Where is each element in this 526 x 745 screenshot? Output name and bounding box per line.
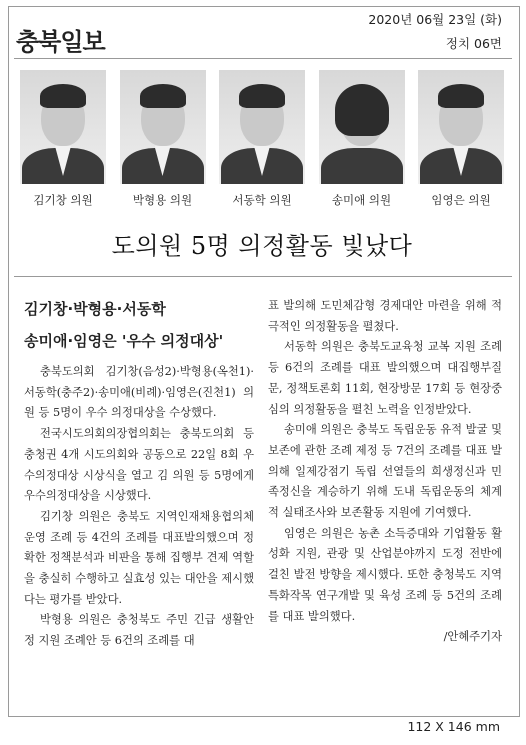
section-label: 정치 06면 xyxy=(445,36,502,51)
person-5 xyxy=(418,70,504,208)
article-paragraph: 김기창 의원은 충북도 지역인재채용협의체 운영 조례 등 4건의 조례를 대표발의했으며 정확한 정책분석과 비판을 통해 집행부 견제 역할을 충실히 수행하고 실효성 있는 대안을 제시했다는 평가를 받았다. xyxy=(24,509,254,606)
reporter-byline: /안혜주기자 xyxy=(443,630,502,644)
photo-row xyxy=(20,70,504,208)
photo-caption: 김기창 의원 xyxy=(33,193,93,207)
portrait-photo xyxy=(219,70,305,184)
publication-date: 2020년 06월 23일 (화) xyxy=(368,12,502,27)
article-paragraph: 송미애 의원은 충북도 독립운동 유적 발굴 및 보존에 관한 조례 제정 등 7건의 조례를 대표 발의해 일제강점기 독립 선열들의 희생정신과 민족정신을 계승하기 위해 도내 독립운동의 체계적 실태조사와 보존활동 지원에 기여했다. xyxy=(268,423,502,520)
person-1 xyxy=(20,70,106,208)
photo-caption: 송미애 의원 xyxy=(331,193,392,207)
article-paragraph: 박형용 의원은 충청북도 주민 긴급 생활안정 지원 조례안 등 6건의 조례를 대 xyxy=(24,613,254,648)
article-column-right xyxy=(268,296,502,648)
photo-caption: 임영은 의원 xyxy=(431,193,491,207)
article-column-left xyxy=(24,362,254,652)
portrait-photo xyxy=(418,70,504,184)
masthead: 충북일보 xyxy=(16,28,105,56)
person-2 xyxy=(120,70,206,208)
subheadline-1: 김기창·박형용·서동학 xyxy=(24,300,166,318)
photo-caption: 서동학 의원 xyxy=(232,193,292,207)
article-headline: 도의원 5명 의정활동 빛났다 xyxy=(111,232,413,260)
portrait-photo xyxy=(319,70,405,184)
article-paragraph: 충북도의회 김기창(음성2)·박형용(옥천1)·서동학(충주2)·송미애(비례)·임영은(진천1) 의원 등 5명이 우수 의정대상을 수상했다. xyxy=(24,365,254,420)
photo-caption: 박형용 의원 xyxy=(132,193,193,207)
clipping-size: 112 X 146 mm xyxy=(407,719,500,734)
subheadline-2: 송미애·임영은 '우수 의정대상' xyxy=(24,332,224,350)
article-paragraph: 서동학 의원은 충북도교육청 교복 지원 조례 등 6건의 조례를 대표 발의했으며 대집행부질문, 정책토론회 11회, 현장방문 17회 등 현장중심의 의정활동을 펼친 노력을 인정받았다. xyxy=(268,340,502,416)
header-divider xyxy=(14,58,512,59)
article-paragraph: 임영은 의원은 농촌 소득증대와 기업활동 활성화 지원, 관광 및 산업분야까지 도정 전반에 걸친 발전 방향을 제시했다. 또한 충청북도 지역특화작목 연구개발 및 육성 조례 등 5건의 조례를 대표 발의했다. xyxy=(268,526,502,623)
person-3 xyxy=(219,70,305,208)
headline-divider xyxy=(14,276,512,277)
article-paragraph: 표 발의해 도민체감형 경제대안 마련을 위해 적극적인 의정활동을 펼쳤다. xyxy=(268,299,502,333)
portrait-photo xyxy=(120,70,206,184)
person-4 xyxy=(319,70,405,208)
article-paragraph: 전국시도의회의장협의회는 충북도의회 등 충청권 4개 시도의회와 공동으로 22일 8회 우수의정대상 시상식을 열고 김 의원 등 5명에게 우수의정대상을 시상했다. xyxy=(24,427,254,503)
portrait-photo xyxy=(20,70,106,184)
